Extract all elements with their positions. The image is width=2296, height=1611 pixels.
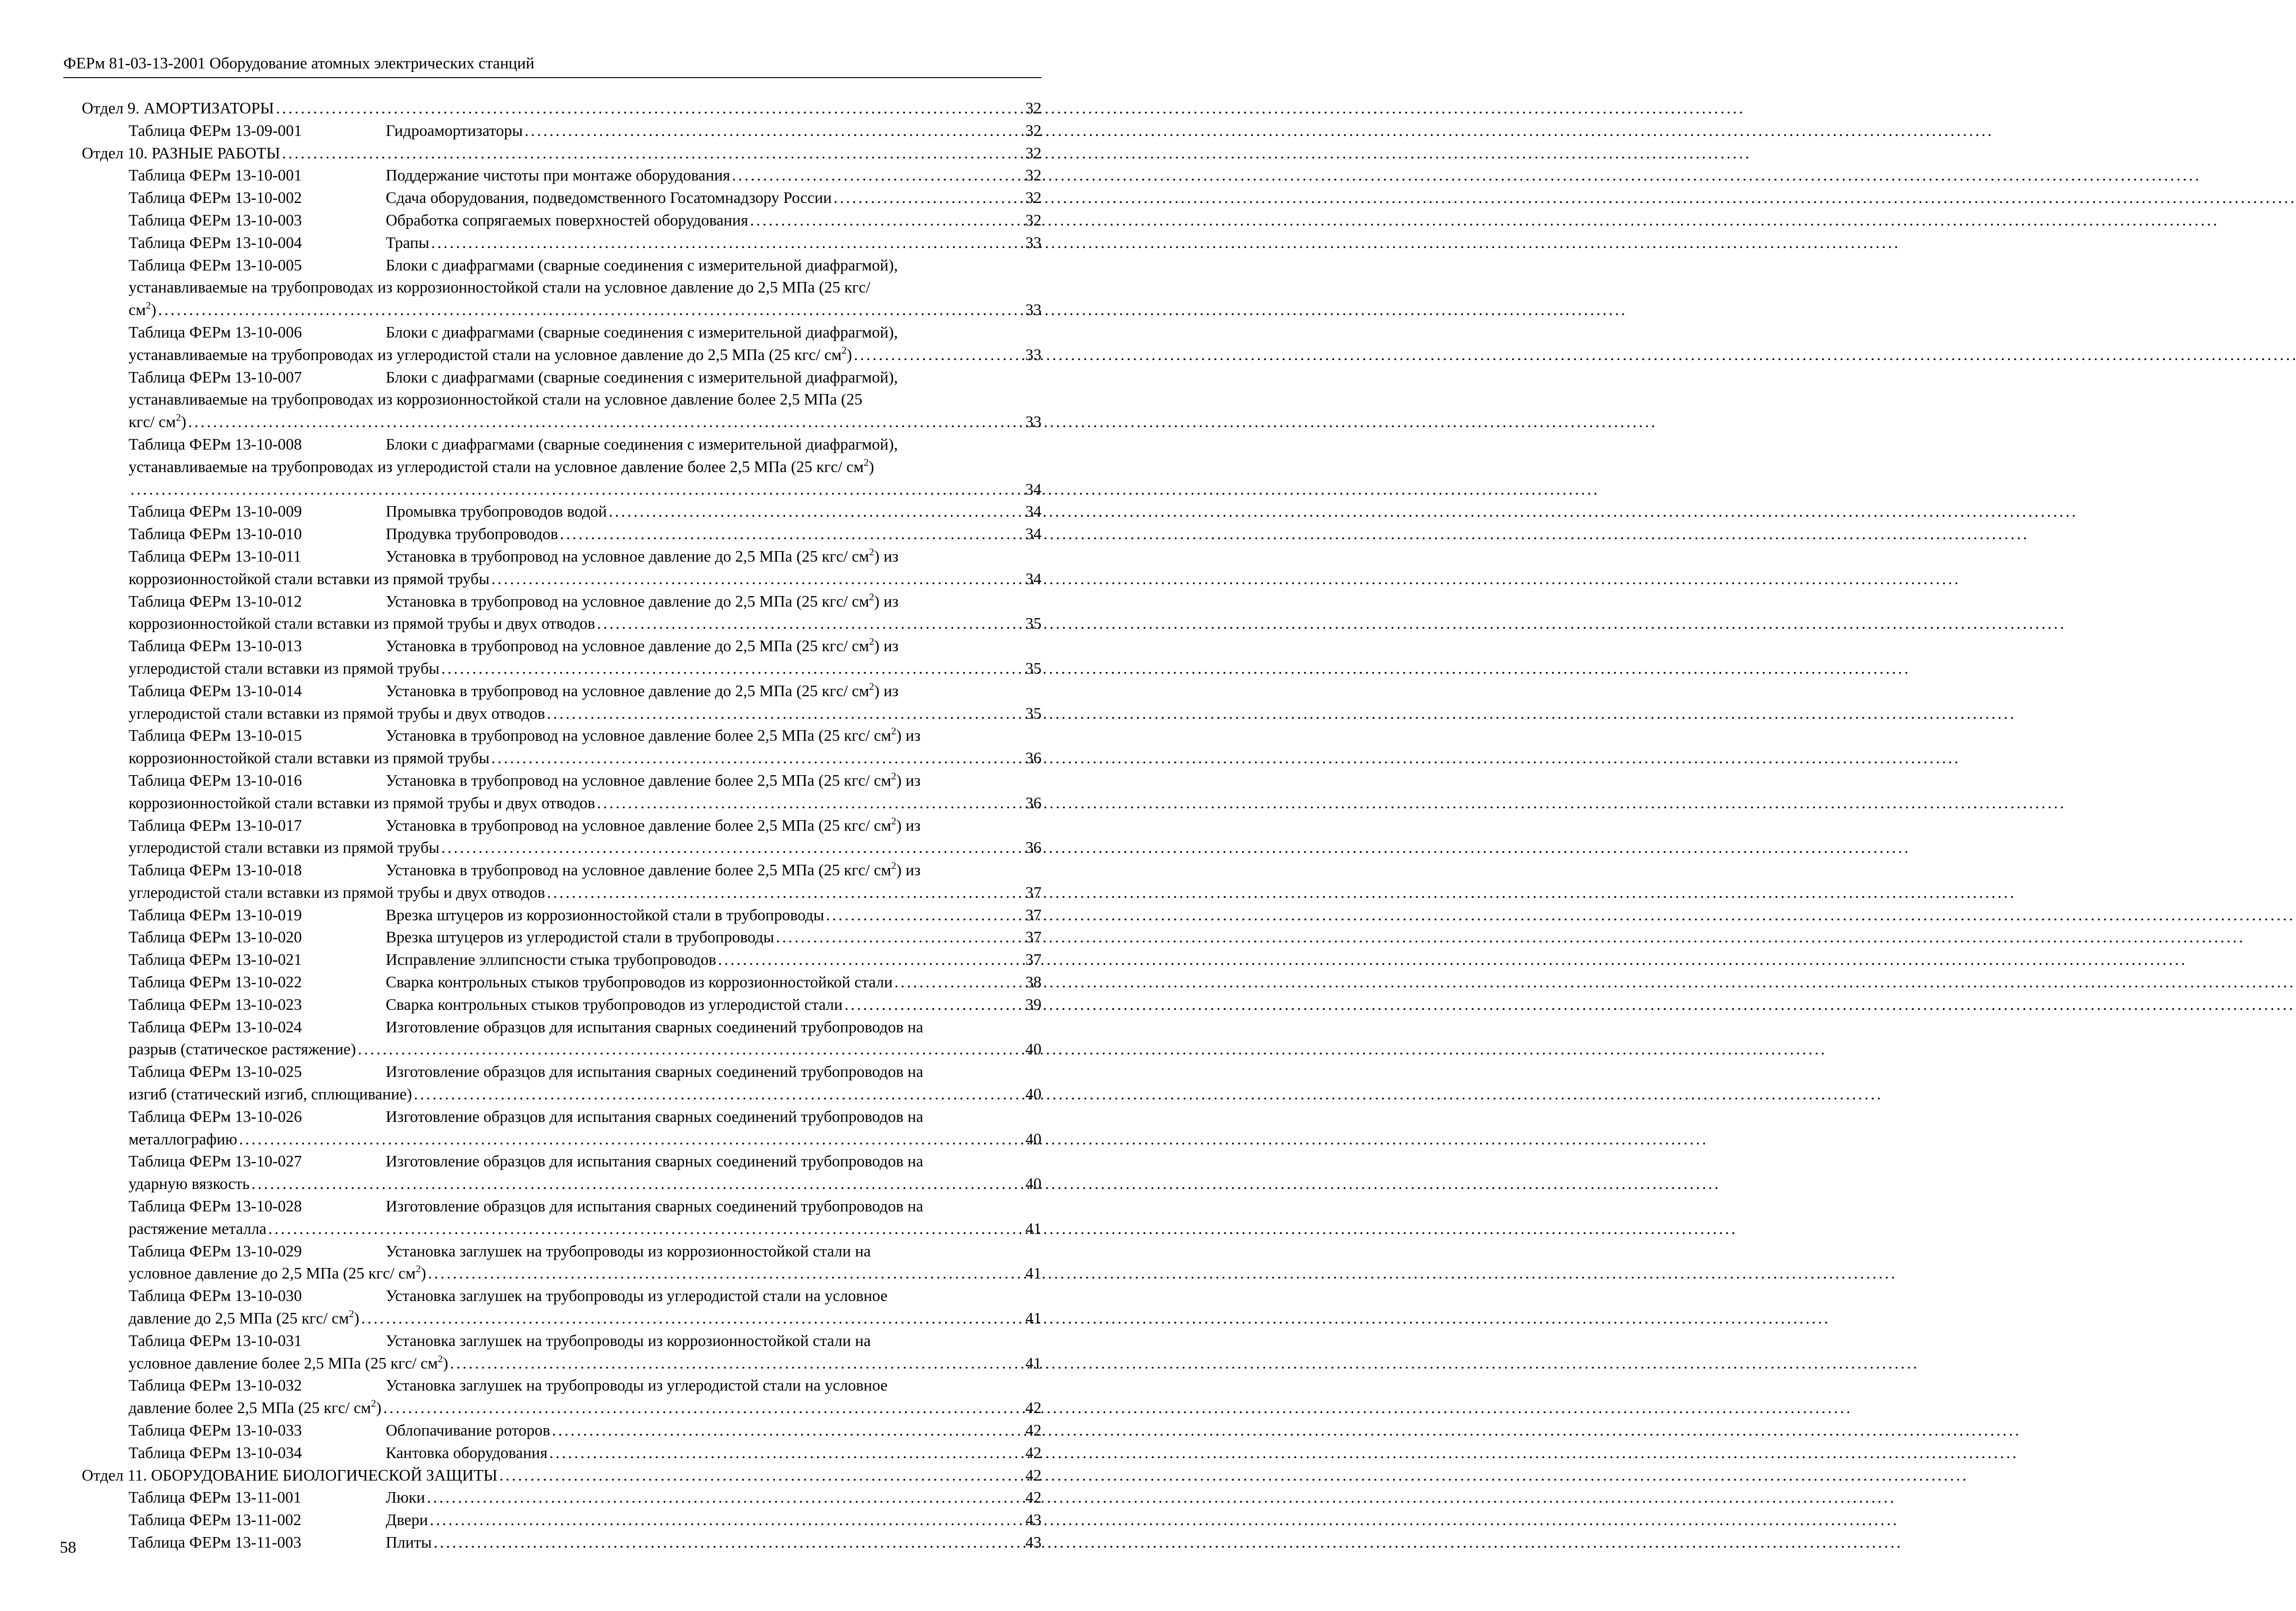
toc-leader-dots: [441, 658, 1024, 680]
toc-page-number: 33: [1025, 301, 1041, 319]
toc-entry-title: Обработка сопрягаемых поверхностей оборудования: [386, 211, 748, 229]
toc-entry-title: устанавливаемые на трубопроводах из коррозионностойкой стали на условное давление до 2,5 МПа (25 кгс/: [129, 278, 871, 297]
toc-entry-title: Люки: [386, 1488, 425, 1507]
toc-section-row: [82, 142, 1041, 165]
toc-page-number: 42: [1025, 1421, 1041, 1440]
toc-section-title: Отдел 10. РАЗНЫЕ РАБОТЫ: [82, 144, 281, 162]
toc-entry-row: [82, 591, 1041, 613]
toc-leader-dots: [252, 1173, 1024, 1195]
toc-leader-dots: [499, 1465, 1024, 1487]
toc-entry-row: [82, 949, 1041, 971]
toc-page-number: 36: [1025, 839, 1041, 857]
toc-table-code: Таблица ФЕРм 13-10-022: [129, 973, 302, 991]
toc-entry-row: [82, 209, 1041, 232]
toc-entry-row: [82, 837, 1041, 859]
toc-leader-dots: [188, 411, 1024, 434]
toc-page-number: 32: [1025, 166, 1041, 185]
toc-section-row: [82, 97, 1041, 120]
toc-entry-row: [82, 568, 1041, 591]
toc-leader-dots: [431, 232, 1024, 254]
toc-entry-title: Установка в трубопровод на условное давление более 2,5 МПа (25 кгс/ $см^2$) из: [386, 860, 921, 879]
toc-entry-title: разрыв (статическое растяжение): [129, 1040, 356, 1059]
toc-leader-dots: [525, 120, 1024, 142]
toc-leader-dots: [776, 926, 1024, 949]
toc-leader-dots: [597, 613, 1024, 635]
toc-page-number: 36: [1025, 794, 1041, 812]
toc-page-number: 32: [1025, 121, 1041, 140]
toc-table-code: Таблица ФЕРм 13-10-017: [129, 816, 302, 834]
toc-entry-row: [82, 1374, 1041, 1397]
toc-leader-dots: [276, 97, 1024, 120]
toc-table-code: Таблица ФЕРм 13-10-033: [129, 1421, 302, 1440]
toc-table-code: Таблица ФЕРм 13-10-007: [129, 368, 302, 386]
toc-leader-dots: [732, 164, 1024, 187]
toc-leader-dots: [430, 1509, 1024, 1532]
toc-section-title: Отдел 11. ОБОРУДОВАНИЕ БИОЛОГИЧЕСКОЙ ЗАЩИТЫ: [82, 1466, 498, 1484]
toc-table-code: Таблица ФЕРм 13-10-029: [129, 1242, 302, 1260]
toc-page-number: 34: [1025, 525, 1041, 543]
toc-entry-row: [82, 1106, 1041, 1128]
toc-page-number: 41: [1025, 1264, 1041, 1283]
toc-entry-row: [82, 120, 1041, 142]
toc-entry-title: Кантовка оборудования: [386, 1443, 548, 1462]
toc-entry-title: давление до 2,5 МПа (25 кгс/ $см^2$): [129, 1308, 360, 1328]
toc-page-number: 37: [1025, 883, 1041, 901]
toc-table-code: Таблица ФЕРм 13-10-024: [129, 1018, 302, 1036]
toc-entry-row: [82, 1307, 1041, 1330]
toc-entry-title: углеродистой стали вставки из прямой трубы: [129, 839, 440, 857]
toc-entry-title: Сварка контрольных стыков трубопроводов из углеродистой стали: [386, 995, 843, 1014]
toc-page-number: 41: [1025, 1309, 1041, 1328]
toc-entry-row: [82, 1038, 1041, 1061]
toc-page-number: 40: [1025, 1085, 1041, 1104]
toc-entry-row: [82, 344, 1041, 366]
toc-entry-row: [82, 187, 1041, 209]
toc-leader-dots: [597, 792, 1024, 815]
toc-entry-row: [82, 479, 1041, 501]
toc-entry-row: [82, 1487, 1041, 1509]
toc-entry-row: [82, 1532, 1041, 1554]
toc-leader-dots: [491, 568, 1024, 591]
toc-entry-title: Изготовление образцов для испытания сварных соединений трубопроводов на: [386, 1152, 923, 1171]
toc-table-code: Таблица ФЕРм 13-10-003: [129, 211, 302, 229]
toc-entry-title: углеродистой стали вставки из прямой трубы и двух отводов: [129, 883, 546, 901]
toc-entry-row: [82, 411, 1041, 434]
toc-entry-title: Плиты: [386, 1533, 432, 1551]
toc-entry-title: Установка в трубопровод на условное давление до 2,5 МПа (25 кгс/ $см^2$) из: [386, 546, 899, 565]
toc-entry-title: Установка в трубопровод на условное давление более 2,5 МПа (25 кгс/ $см^2$) из: [386, 770, 921, 789]
toc-entry-row: [82, 613, 1041, 635]
toc-entry-row: [82, 523, 1041, 546]
toc-page-number: 37: [1025, 951, 1041, 969]
toc-page-number: 34: [1025, 480, 1041, 498]
toc-entry-row: [82, 859, 1041, 882]
toc-entry-row: [82, 725, 1041, 747]
toc-entry-row: [82, 389, 1041, 411]
toc-entry-row: [82, 703, 1041, 725]
toc-entry-title: устанавливаемые на трубопроводах из углеродистой стали на условное давление более 2,5 МПа (25 кгс/ $см^2$): [129, 456, 874, 476]
toc-entry-row: [82, 1330, 1041, 1352]
toc-page-number: 40: [1025, 1040, 1041, 1059]
toc-table-code: Таблица ФЕРм 13-10-001: [129, 166, 302, 185]
toc-entry-title: кгс/ $см^2$): [129, 411, 186, 431]
header-rule: [63, 77, 1041, 78]
toc-leader-dots: [239, 1128, 1024, 1151]
toc-entry-row: [82, 1419, 1041, 1442]
toc-leader-dots: [268, 1218, 1024, 1240]
toc-page-number: 39: [1025, 995, 1041, 1014]
toc-page-number: 35: [1025, 659, 1041, 677]
toc-entry-row: [82, 1061, 1041, 1083]
toc-page-number: 35: [1025, 614, 1041, 633]
toc-leader-dots: [549, 1442, 1024, 1465]
toc-entry-row: [82, 276, 1041, 299]
toc-entry-row: [82, 1262, 1041, 1285]
toc-entry-title: углеродистой стали вставки из прямой трубы и двух отводов: [129, 704, 546, 722]
toc-page-number: 33: [1025, 233, 1041, 252]
toc-leader-dots: [361, 1307, 1024, 1330]
toc-leader-dots: [358, 1038, 1024, 1061]
toc-table-code: Таблица ФЕРм 13-10-016: [129, 771, 302, 789]
toc-table-code: Таблица ФЕРм 13-10-008: [129, 435, 302, 453]
toc-page-number: 36: [1025, 749, 1041, 767]
toc-page-number: 34: [1025, 569, 1041, 588]
toc-entry-title: устанавливаемые на трубопроводах из углеродистой стали на условное давление до 2,5 МПа (25 кгс/ $см^2$): [129, 344, 852, 364]
toc-page-number: 32: [1025, 144, 1041, 162]
toc-section-row: [82, 1465, 1041, 1487]
toc-table-code: Таблица ФЕРм 13-10-021: [129, 951, 302, 969]
toc-leader-dots: [895, 971, 1024, 994]
toc-entry-title: коррозионностойкой стали вставки из прямой трубы и двух отводов: [129, 614, 596, 633]
toc-leader-dots: [433, 1532, 1024, 1554]
toc-entry-title: Установка заглушек на трубопроводы из коррозионностойкой стали на: [386, 1331, 871, 1350]
table-of-contents: [82, 97, 1041, 1554]
toc-entry-title: Установка в трубопровод на условное давление до 2,5 МПа (25 кгс/ $см^2$) из: [386, 636, 899, 655]
toc-leader-dots: [547, 882, 1024, 904]
toc-entry-title: Врезка штуцеров из коррозионностойкой стали в трубопроводы: [386, 906, 824, 924]
toc-entry-title: Изготовление образцов для испытания сварных соединений трубопроводов на: [386, 1197, 923, 1216]
toc-page-number: 42: [1025, 1488, 1041, 1507]
toc-entry-row: [82, 1150, 1041, 1173]
toc-entry-title: Поддержание чистоты при монтаже оборудования: [386, 166, 731, 185]
toc-page-number: 32: [1025, 99, 1041, 117]
toc-leader-dots: [158, 299, 1024, 321]
toc-leader-dots: [450, 1352, 1024, 1375]
toc-page-number: 42: [1025, 1443, 1041, 1462]
toc-entry-title: Сварка контрольных стыков трубопроводов из коррозионностойкой стали: [386, 973, 893, 991]
toc-page-number: 33: [1025, 413, 1041, 431]
toc-entry-row: [82, 546, 1041, 568]
toc-entry-row: [82, 366, 1041, 389]
document-page: [0, 0, 1139, 1611]
toc-table-code: Таблица ФЕРм 13-10-018: [129, 861, 302, 879]
toc-entry-row: [82, 1083, 1041, 1106]
toc-entry-row: [82, 1509, 1041, 1532]
toc-entry-row: [82, 299, 1041, 321]
toc-entry-row: [82, 1442, 1041, 1465]
toc-entry-title: Установка заглушек на трубопроводы из углеродистой стали на условное: [386, 1287, 888, 1305]
toc-table-code: Таблица ФЕРм 13-10-004: [129, 233, 302, 252]
toc-leader-dots: [428, 1262, 1024, 1285]
toc-leader-dots: [844, 994, 1024, 1016]
toc-table-code: Таблица ФЕРм 13-10-015: [129, 727, 302, 745]
toc-entry-title: $см^2$): [129, 299, 157, 319]
toc-table-code: Таблица ФЕРм 13-10-032: [129, 1376, 302, 1395]
toc-leader-dots: [547, 703, 1024, 725]
toc-entry-row: [82, 635, 1041, 658]
toc-page-number: 32: [1025, 211, 1041, 229]
toc-entry-title: Трапы: [386, 233, 429, 252]
toc-entry-row: [82, 1128, 1041, 1151]
toc-entry-title: Облопачивание роторов: [386, 1421, 551, 1440]
toc-table-code: Таблица ФЕРм 13-10-012: [129, 592, 302, 610]
toc-entry-title: углеродистой стали вставки из прямой трубы: [129, 659, 440, 677]
toc-table-code: Таблица ФЕРм 13-10-020: [129, 928, 302, 946]
toc-entry-title: Блоки с диафрагмами (сварные соединения с измерительной диафрагмой),: [386, 368, 898, 386]
toc-table-code: Таблица ФЕРм 13-11-001: [129, 1488, 302, 1507]
toc-entry-row: [82, 254, 1041, 277]
toc-leader-dots: [826, 904, 1024, 927]
toc-entry-row: [82, 770, 1041, 792]
toc-page-number: 32: [1025, 189, 1041, 207]
toc-leader-dots: [560, 523, 1024, 546]
toc-entry-title: Изготовление образцов для испытания сварных соединений трубопроводов на: [386, 1063, 923, 1081]
toc-entry-row: [82, 434, 1041, 456]
toc-entry-row: [82, 321, 1041, 344]
toc-entry-title: Сдача оборудования, подведомственного Госатомнадзору России: [386, 189, 832, 207]
toc-entry-row: [82, 232, 1041, 254]
toc-entry-row: [82, 815, 1041, 837]
toc-entry-title: Установка в трубопровод на условное давление более 2,5 МПа (25 кгс/ $см^2$) из: [386, 815, 921, 834]
toc-entry-title: Установка в трубопровод на условное давление до 2,5 МПа (25 кгс/ $см^2$) из: [386, 680, 899, 700]
toc-table-code: Таблица ФЕРм 13-10-014: [129, 682, 302, 700]
toc-table-code: Таблица ФЕРм 13-10-034: [129, 1443, 302, 1462]
toc-leader-dots: [491, 747, 1024, 770]
toc-entry-title: изгиб (статический изгиб, сплющивание): [129, 1085, 412, 1104]
toc-entry-row: [82, 680, 1041, 703]
toc-entry-title: Изготовление образцов для испытания сварных соединений трубопроводов на: [386, 1107, 923, 1126]
toc-entry-row: [82, 792, 1041, 815]
toc-leader-dots: [609, 501, 1024, 523]
toc-entry-title: давление более 2,5 МПа (25 кгс/ $см^2$): [129, 1397, 382, 1417]
toc-entry-title: Блоки с диафрагмами (сварные соединения с измерительной диафрагмой),: [386, 256, 898, 274]
toc-entry-row: [82, 1285, 1041, 1307]
toc-entry-row: [82, 658, 1041, 680]
toc-entry-row: [82, 971, 1041, 994]
toc-page-number: 38: [1025, 973, 1041, 991]
toc-table-code: Таблица ФЕРм 13-10-019: [129, 906, 302, 924]
toc-entry-row: [82, 1218, 1041, 1240]
toc-table-code: Таблица ФЕРм 13-10-026: [129, 1107, 302, 1126]
toc-table-code: Таблица ФЕРм 13-10-011: [129, 547, 302, 565]
toc-entry-title: растяжение металла: [129, 1219, 267, 1238]
toc-leader-dots: [854, 344, 1024, 366]
toc-leader-dots: [833, 187, 1024, 209]
toc-entry-title: коррозионностойкой стали вставки из прямой трубы: [129, 569, 490, 588]
toc-entry-title: устанавливаемые на трубопроводах из коррозионностойкой стали на условное давление более 2,5 МПа (25: [129, 390, 863, 409]
toc-entry-title: Установка заглушек на трубопроводы из коррозионностойкой стали на: [386, 1242, 871, 1260]
toc-page-number: 41: [1025, 1354, 1041, 1372]
toc-entry-title: условное давление до 2,5 МПа (25 кгс/ $см^2$): [129, 1263, 426, 1283]
toc-entry-row: [82, 1016, 1041, 1039]
toc-leader-dots: [552, 1419, 1024, 1442]
toc-leader-dots: [441, 837, 1024, 859]
toc-entry-title: коррозионностойкой стали вставки из прямой трубы: [129, 749, 490, 767]
toc-leader-dots: [718, 949, 1024, 971]
toc-table-code: Таблица ФЕРм 13-10-005: [129, 256, 302, 274]
toc-page-number: 33: [1025, 345, 1041, 364]
toc-entry-row: [82, 164, 1041, 187]
toc-table-code: Таблица ФЕРм 13-10-031: [129, 1331, 302, 1350]
toc-entry-title: Установка в трубопровод на условное давление более 2,5 МПа (25 кгс/ $см^2$) из: [386, 725, 921, 745]
toc-entry-row: [82, 904, 1041, 927]
toc-table-code: Таблица ФЕРм 13-11-003: [129, 1533, 302, 1551]
toc-entry-row: [82, 1352, 1041, 1375]
toc-entry-title: коррозионностойкой стали вставки из прямой трубы и двух отводов: [129, 794, 596, 812]
toc-page-number: 35: [1025, 704, 1041, 722]
toc-table-code: Таблица ФЕРм 13-10-025: [129, 1063, 302, 1081]
toc-entry-title: металлографию: [129, 1130, 237, 1148]
page-number: 58: [60, 1538, 76, 1556]
toc-entry-title: условное давление более 2,5 МПа (25 кгс/ $см^2$): [129, 1352, 449, 1372]
toc-page-number: 34: [1025, 502, 1041, 521]
toc-page-number: 37: [1025, 906, 1041, 924]
toc-table-code: Таблица ФЕРм 13-10-023: [129, 995, 302, 1014]
toc-entry-row: [82, 926, 1041, 949]
toc-table-code: Таблица ФЕРм 13-10-013: [129, 637, 302, 655]
toc-table-code: Таблица ФЕРм 13-09-001: [129, 121, 302, 140]
toc-entry-title: Промывка трубопроводов водой: [386, 502, 607, 521]
toc-leader-dots: [750, 209, 1024, 232]
toc-entry-row: [82, 501, 1041, 523]
toc-table-code: Таблица ФЕРм 13-10-010: [129, 525, 302, 543]
toc-entry-row: [82, 747, 1041, 770]
toc-entry-row: [82, 1195, 1041, 1218]
toc-entry-title: Гидроамортизаторы: [386, 121, 523, 140]
toc-section-title: Отдел 9. АМОРТИЗАТОРЫ: [82, 99, 274, 117]
toc-table-code: Таблица ФЕРм 13-10-028: [129, 1197, 302, 1216]
toc-entry-row: [82, 1173, 1041, 1195]
toc-leader-dots: [383, 1397, 1024, 1419]
toc-page-number: 40: [1025, 1175, 1041, 1193]
toc-entry-title: Продувка трубопроводов: [386, 525, 558, 543]
toc-table-code: Таблица ФЕРм 13-10-002: [129, 189, 302, 207]
toc-table-code: Таблица ФЕРм 13-10-027: [129, 1152, 302, 1171]
toc-page-number: 43: [1025, 1533, 1041, 1551]
toc-entry-title: Установка в трубопровод на условное давление до 2,5 МПа (25 кгс/ $см^2$) из: [386, 591, 899, 610]
toc-table-code: Таблица ФЕРм 13-10-009: [129, 502, 302, 521]
toc-entry-title: ударную вязкость: [129, 1175, 250, 1193]
toc-page-number: 40: [1025, 1130, 1041, 1148]
toc-page-number: 41: [1025, 1219, 1041, 1238]
toc-table-code: Таблица ФЕРм 13-11-002: [129, 1511, 302, 1529]
toc-entry-row: [82, 1397, 1041, 1419]
toc-page-number: 43: [1025, 1511, 1041, 1529]
toc-table-code: Таблица ФЕРм 13-10-030: [129, 1287, 302, 1305]
toc-entry-title: Изготовление образцов для испытания сварных соединений трубопроводов на: [386, 1018, 923, 1036]
running-header: ФЕРм 81-03-13-2001 Оборудование атомных электрических станций: [63, 54, 535, 72]
toc-leader-dots: [427, 1487, 1024, 1509]
toc-page-number: 42: [1025, 1399, 1041, 1417]
toc-entry-title: Блоки с диафрагмами (сварные соединения с измерительной диафрагмой),: [386, 323, 898, 341]
toc-page-number: 37: [1025, 928, 1041, 946]
toc-entry-row: [82, 994, 1041, 1016]
toc-entry-title: Врезка штуцеров из углеродистой стали в трубопроводы: [386, 928, 774, 946]
toc-table-code: Таблица ФЕРм 13-10-006: [129, 323, 302, 341]
toc-entry-title: Двери: [386, 1511, 428, 1529]
toc-leader-dots: [282, 142, 1024, 165]
toc-page-number: 42: [1025, 1466, 1041, 1484]
toc-entry-row: [82, 882, 1041, 904]
toc-entry-row: [82, 456, 1041, 479]
toc-entry-title: Блоки с диафрагмами (сварные соединения с измерительной диафрагмой),: [386, 435, 898, 453]
toc-leader-dots: [130, 479, 1024, 501]
toc-entry-title: Исправление эллипсности стыка трубопроводов: [386, 951, 716, 969]
toc-entry-title: Установка заглушек на трубопроводы из углеродистой стали на условное: [386, 1376, 888, 1395]
toc-leader-dots: [414, 1083, 1024, 1106]
toc-entry-row: [82, 1240, 1041, 1263]
